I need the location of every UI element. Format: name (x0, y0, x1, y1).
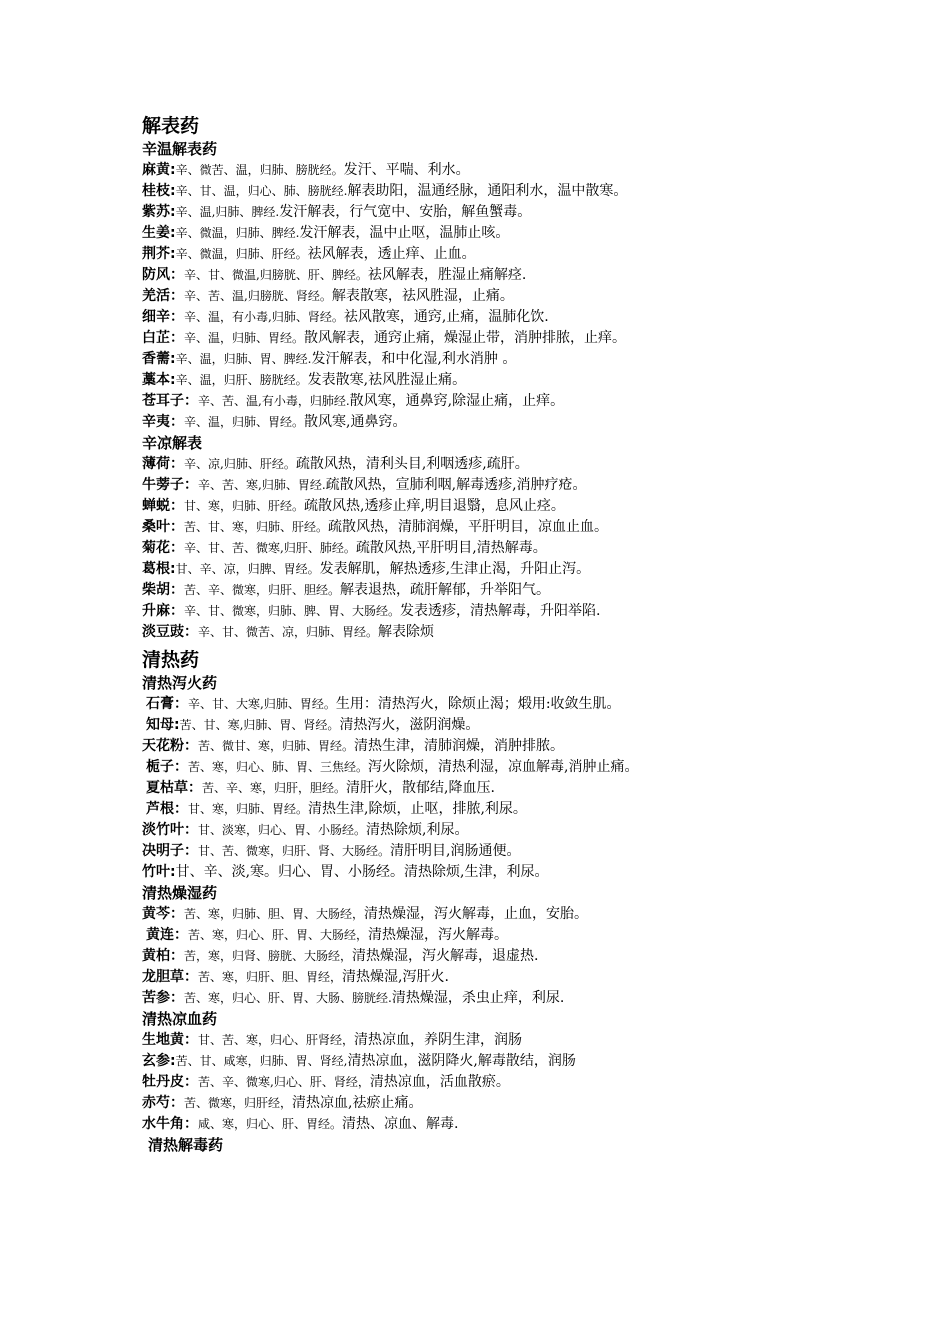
herb-name: 葛根 (142, 561, 170, 577)
herb-effects: 清热燥湿，泻火解毒，止血，安胎。 (364, 906, 589, 922)
herb-entry (142, 391, 932, 412)
section-title: 清热解毒药 (148, 1136, 224, 1154)
herb-properties: 苦、寒，归肝、胆、胃经， (198, 970, 343, 984)
herb-separator: ： (170, 603, 184, 619)
herb-name: 黄柏 (142, 948, 170, 964)
herb-name: 栀子 (146, 759, 174, 775)
herb-separator: : (170, 351, 176, 367)
herb-name: 柴胡 (142, 582, 170, 598)
herb-name: 香薷 (142, 351, 170, 367)
herb-effects: 疏散风热，清肺润燥，平肝明目，凉血止血。 (328, 519, 609, 535)
herb-properties: 苦，寒，归肾、膀胱、大肠经， (184, 949, 353, 963)
herb-effects: 疏散风热，清利头目,利咽透疹,疏肝。 (295, 456, 529, 472)
section-title: 清热泻火药 (142, 674, 218, 692)
herb-properties: 辛、甘、微寒，归肺、脾、胃、大肠经。 (184, 604, 401, 618)
herb-entry (142, 160, 932, 181)
herb-properties: 甘、寒，归肺、肝经。 (184, 499, 305, 513)
herb-name: 藁本 (142, 372, 170, 388)
herb-name: 知母 (146, 717, 174, 733)
herb-properties: 苦、辛、微寒，归肝、胆经。 (184, 583, 341, 597)
herb-properties: 甘、淡寒，归心、胃、小肠经。 (198, 823, 367, 837)
herb-name: 天花粉 (142, 738, 184, 754)
herb-effects: 解表退热，疏肝解郁，升举阳气。 (340, 582, 551, 598)
herb-separator: ： (188, 780, 202, 796)
herb-properties: 辛、苦、寒,归肺、胃经. (198, 478, 326, 492)
herb-effects: 清肝火，散郁结,降血压. (346, 780, 495, 796)
herb-name: 生地黄 (142, 1032, 184, 1048)
herb-separator: ： (170, 1095, 184, 1111)
herb-separator: : (170, 864, 176, 880)
herb-name: 苍耳子 (142, 393, 184, 409)
herb-separator: ： (184, 822, 198, 838)
herb-properties: 甘、寒，归肺、胃经。 (188, 802, 309, 816)
herb-name: 淡竹叶 (142, 822, 184, 838)
herb-entry (142, 517, 932, 538)
herb-name: 黄连 (146, 927, 174, 943)
herb-separator: ： (170, 498, 184, 514)
herb-separator: ： (170, 948, 184, 964)
herb-properties: 辛、凉,归肺、肝经。 (184, 457, 296, 471)
herb-entry (142, 412, 932, 433)
herb-entry (142, 988, 932, 1009)
herb-separator: ： (170, 309, 184, 325)
herb-effects: 清热凉血,祛瘀止痛。 (292, 1095, 423, 1111)
herb-properties: 苦、寒，归心、肝、胃、大肠经， (188, 928, 369, 942)
herb-effects: 发汗解表，和中化湿,利水消肿 。 (311, 351, 517, 367)
herb-separator: : (170, 561, 176, 577)
document-body (142, 113, 932, 1156)
herb-properties: 辛、甘、大寒,归肺、胃经。 (188, 697, 336, 711)
chapter-title: 解表药 (142, 115, 200, 137)
herb-properties: 苦、辛、寒，归肝，胆经。 (202, 781, 347, 795)
herb-entry (142, 454, 932, 475)
herb-separator: ： (170, 582, 184, 598)
section-title: 辛凉解表 (142, 434, 203, 452)
herb-separator: ： (184, 738, 198, 754)
herb-separator: ： (174, 759, 188, 775)
herb-name: 石膏 (146, 696, 174, 712)
herb-entry (142, 757, 932, 778)
herb-effects: 疏散风热,平肝明目,清热解毒。 (355, 540, 547, 556)
herb-name: 淡豆豉 (142, 624, 184, 640)
herb-name: 苦参 (142, 990, 170, 1006)
herb-effects: 疏散风热,透疹止痒,明目退翳，息风止痉。 (304, 498, 565, 514)
herb-effects: 祛风解表，胜湿止痛解痉. (367, 267, 527, 283)
herb-entry (142, 286, 932, 307)
herb-name: 升麻 (142, 603, 170, 619)
herb-entry (142, 202, 932, 223)
herb-effects: 解表除烦 (378, 624, 435, 640)
herb-entry (142, 715, 932, 736)
herb-effects: 清热凉血，养阴生津，润肠 (354, 1032, 523, 1048)
herb-properties: 苦、寒，归心、肺、胃、三焦经。 (188, 760, 369, 774)
section-title: 清热燥湿药 (142, 884, 218, 902)
herb-properties: 苦、寒，归心、肝、胃、大肠、膀胱经. (184, 991, 392, 1005)
herb-separator: ： (170, 288, 184, 304)
herb-entry (142, 181, 932, 202)
herb-name: 牛蒡子 (142, 477, 184, 493)
herb-name: 决明子 (142, 843, 184, 859)
herb-effects: 散风解表，通窍止痛，燥湿止带，消肿排脓，止痒。 (304, 330, 627, 346)
herb-effects: 散风寒,通鼻窍。 (304, 414, 407, 430)
herb-effects: 发表解肌，解热透疹,生津止渴，升阳止泻。 (319, 561, 591, 577)
herb-effects: 清热生津，清肺润燥，消肿排脓。 (354, 738, 565, 754)
herb-separator: ： (184, 393, 198, 409)
herb-entry (142, 862, 932, 883)
herb-effects: 生用：清热泻火，除烦止渴；煅用:收敛生肌。 (335, 696, 621, 712)
herb-name: 羌活 (142, 288, 170, 304)
herb-name: 赤芍 (142, 1095, 170, 1111)
herb-name: 荆芥 (142, 246, 170, 262)
herb-effects: 清热凉血，滋阴降火,解毒散结，润肠 (347, 1053, 576, 1069)
herb-properties: 苦、微寒，归肝经， (184, 1096, 293, 1110)
herb-entry (142, 736, 932, 757)
herb-entry (142, 601, 932, 622)
herb-entry (142, 967, 932, 988)
herb-effects: 清热除烦,利尿。 (366, 822, 469, 838)
herb-properties: 甘、苦、寒，归心、肝肾经， (198, 1033, 355, 1047)
herb-effects: 清热凉血，活血散瘀。 (369, 1074, 510, 1090)
herb-effects: 清热燥湿，泻火解毒，退虚热. (352, 948, 539, 964)
herb-entry (142, 1051, 932, 1072)
herb-name: 牡丹皮 (142, 1074, 184, 1090)
herb-separator: ： (184, 843, 198, 859)
herb-separator: ： (174, 927, 188, 943)
herb-properties: 苦、寒，归肺、胆、胃、大肠经， (184, 907, 365, 921)
section-title: 辛温解表药 (142, 140, 218, 158)
herb-effects: 泻火除烦，清热利湿，凉血解毒,消肿止痛。 (368, 759, 639, 775)
herb-properties: 辛、甘、微苦、凉，归肺、胃经。 (198, 625, 379, 639)
herb-name: 菊花 (142, 540, 170, 556)
herb-entry (142, 925, 932, 946)
herb-name: 夏枯草 (146, 780, 188, 796)
herb-effects: 解表助阳，温通经脉，通阳利水，温中散寒。 (347, 183, 628, 199)
herb-name: 生姜 (142, 225, 170, 241)
herb-entry (142, 841, 932, 862)
herb-separator: : (170, 183, 176, 199)
herb-separator: : (170, 1053, 176, 1069)
herb-separator: ： (170, 540, 184, 556)
herb-properties: 甘、辛、凉，归脾、胃经。 (175, 562, 320, 576)
herb-entry (142, 1072, 932, 1093)
herb-entry (142, 265, 932, 286)
herb-separator: ： (170, 456, 184, 472)
herb-entry (142, 559, 932, 580)
herb-name: 细辛 (142, 309, 170, 325)
herb-separator: ： (184, 1116, 198, 1132)
herb-properties: 辛、温，有小毒,归肺、肾经。 (184, 310, 344, 324)
herb-entry (142, 475, 932, 496)
herb-name: 竹叶 (142, 864, 170, 880)
herb-name: 防风 (142, 267, 170, 283)
herb-effects: 疏散风热，宣肺利咽,解毒透疹,消肿疗疮。 (325, 477, 587, 493)
herb-effects: 清热生津,除烦，止呕，排脓,利尿。 (308, 801, 527, 817)
herb-separator: ： (184, 969, 198, 985)
herb-properties: 辛、微苦、温，归肺、膀胱经。 (175, 163, 344, 177)
herb-properties: 辛、温，归肺、胃、脾经. (175, 352, 312, 366)
herb-effects: 清热燥湿,泻肝火. (342, 969, 449, 985)
herb-properties: 苦、甘、咸寒，归肺、胃、肾经, (175, 1054, 348, 1068)
herb-separator: : (170, 162, 176, 178)
herb-name: 桂枝 (142, 183, 170, 199)
herb-separator: ： (170, 330, 184, 346)
herb-separator: ： (170, 519, 184, 535)
herb-properties: 苦、甘、寒,归肺、胃、肾经。 (179, 718, 340, 732)
herb-name: 辛夷 (142, 414, 170, 430)
herb-separator: ： (170, 906, 184, 922)
herb-properties: 辛、温,归肺、脾经. (175, 205, 280, 219)
herb-properties: 辛、甘、苦、微寒,归肝、肺经。 (184, 541, 356, 555)
herb-properties: 甘、苦、微寒，归肝、肾、大肠经。 (198, 844, 391, 858)
section-title: 清热凉血药 (142, 1010, 218, 1028)
herb-effects: 清肝明目,润肠通便。 (390, 843, 521, 859)
herb-name: 桑叶 (142, 519, 170, 535)
herb-properties: 咸、寒，归心、肝、胃经。 (198, 1117, 343, 1131)
herb-properties: 辛、甘、温，归心、肺、膀胱经. (175, 184, 348, 198)
herb-entry (142, 622, 932, 643)
herb-effects: 发汗解表，温中止呕，温肺止咳。 (299, 225, 510, 241)
herb-separator: : (170, 225, 176, 241)
herb-properties: 辛、微温，归肺、脾经. (175, 226, 300, 240)
herb-effects: 清热燥湿，杀虫止痒，利尿. (391, 990, 565, 1006)
herb-effects: 解表散寒，祛风胜湿，止痛。 (331, 288, 514, 304)
herb-entry (142, 370, 932, 391)
herb-separator: : (170, 246, 176, 262)
herb-name: 紫苏 (142, 204, 170, 220)
herb-name: 麻黄 (142, 162, 170, 178)
herb-effects: 清热泻火，滋阴润燥。 (339, 717, 480, 733)
herb-effects: 祛风解表，透止痒、止血。 (307, 246, 476, 262)
herb-entry (142, 307, 932, 328)
herb-properties: 辛、苦、温,有小毒，归肺经. (198, 394, 350, 408)
herb-separator: : (170, 372, 176, 388)
herb-separator: : (170, 204, 176, 220)
herb-separator: ： (184, 1032, 198, 1048)
herb-entry (142, 349, 932, 370)
herb-entry (142, 694, 932, 715)
herb-effects: 祛风散寒，通窍,止痛，温肺化饮. (343, 309, 549, 325)
herb-effects: 发表散寒,祛风胜湿止痛。 (307, 372, 467, 388)
herb-entry (142, 496, 932, 517)
herb-effects: 清热、凉血、解毒. (342, 1116, 459, 1132)
herb-entry (142, 538, 932, 559)
herb-separator: ： (170, 990, 184, 1006)
herb-separator: ： (170, 414, 184, 430)
herb-properties: 辛、苦、温,归膀胱、肾经。 (184, 289, 332, 303)
herb-effects: 甘、辛、淡,寒。归心、胃、小肠经。清热除烦,生津，利尿。 (175, 864, 549, 880)
herb-properties: 辛、温，归肺、胃经。 (184, 415, 305, 429)
herb-properties: 苦、辛、微寒,归心、肝、肾经， (198, 1075, 370, 1089)
herb-separator: ： (184, 624, 198, 640)
herb-separator: ： (174, 801, 188, 817)
herb-entry (142, 904, 932, 925)
herb-entry (142, 580, 932, 601)
herb-entry (142, 1114, 932, 1135)
herb-separator: : (174, 717, 180, 733)
herb-properties: 辛、温，归肺、胃经。 (184, 331, 305, 345)
herb-properties: 辛、甘、微温,归膀胱、肝、脾经。 (184, 268, 368, 282)
herb-properties: 苦、甘、寒，归肺、肝经。 (184, 520, 329, 534)
herb-entry (142, 244, 932, 265)
herb-effects: 散风寒，通鼻窍,除湿止痛，止痒。 (349, 393, 565, 409)
herb-entry (142, 799, 932, 820)
herb-separator: ： (184, 477, 198, 493)
herb-name: 蝉蜕 (142, 498, 170, 514)
herb-entry (142, 1030, 932, 1051)
herb-properties: 苦、微甘、寒，归肺、胃经。 (198, 739, 355, 753)
herb-name: 龙胆草 (142, 969, 184, 985)
herb-effects: 发汗解表，行气宽中、安胎，解鱼蟹毒。 (279, 204, 532, 220)
herb-name: 芦根 (146, 801, 174, 817)
herb-entry (142, 223, 932, 244)
herb-effects: 发汗、平喘、利水。 (343, 162, 470, 178)
herb-entry (142, 946, 932, 967)
herb-entry (142, 820, 932, 841)
herb-properties: 辛、温，归肝、膀胱经。 (175, 373, 308, 387)
herb-effects: 清热燥湿，泻火解毒。 (368, 927, 509, 943)
herb-entry (142, 1093, 932, 1114)
herb-name: 玄参 (142, 1053, 170, 1069)
herb-name: 黄芩 (142, 906, 170, 922)
chapter-title: 清热药 (142, 649, 200, 671)
herb-name: 白芷 (142, 330, 170, 346)
herb-name: 水牛角 (142, 1116, 184, 1132)
herb-properties: 辛、微温，归肺、肝经。 (175, 247, 308, 261)
herb-effects: 发表透疹，清热解毒，升阳举陷. (400, 603, 601, 619)
herb-separator: ： (184, 1074, 198, 1090)
herb-separator: ： (174, 696, 188, 712)
herb-name: 薄荷 (142, 456, 170, 472)
herb-entry (142, 778, 932, 799)
herb-entry (142, 328, 932, 349)
herb-separator: ： (170, 267, 184, 283)
